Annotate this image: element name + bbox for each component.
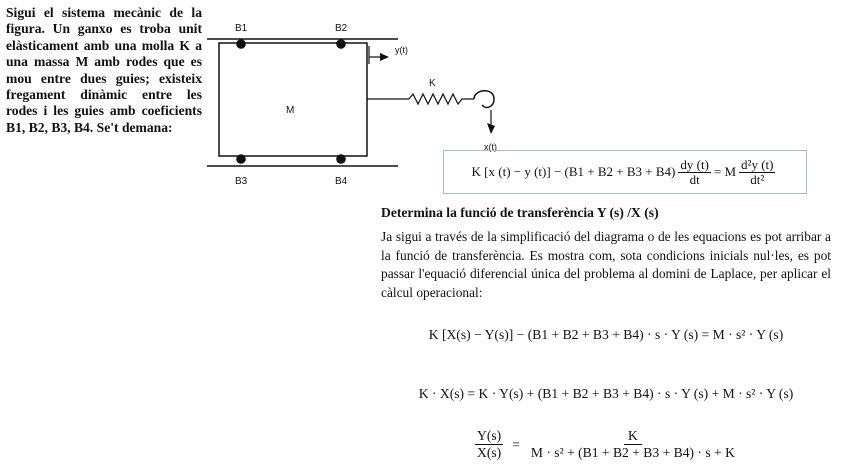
wheel-b3 — [236, 154, 246, 164]
eqbox-term1: K [x (t) − y (t)] − (B1 + B2 + B3 + B4) — [471, 164, 676, 179]
spring-k — [409, 94, 474, 104]
x-arrow-icon — [487, 123, 495, 134]
eqbox-frac1 — [678, 158, 711, 187]
mass-box — [219, 43, 367, 156]
tf-lhs — [475, 428, 503, 461]
eqbox-frac1-den: dt — [689, 171, 700, 187]
laplace-equation-2: K · X(s) = K · Y(s) + (B1 + B2 + B3 + B4) · s · Y (s) + M · s² · Y (s) — [418, 386, 794, 401]
wheel-b4 — [336, 154, 346, 164]
tf-rhs — [529, 428, 737, 461]
tf-lhs-den: X(s) — [477, 445, 502, 460]
label-x: x(t) — [484, 142, 497, 152]
intro-paragraph: Sigui el sistema mecànic de la figura. Un ganxo es troba unit elàsticament amb una molla K a una massa M amb rodes que es mou entre dues guies; existeix fregament dinàmic entre les rodes i les guies amb coeficients B1, B2, B3, B4. Se't demana: — [6, 5, 202, 135]
label-mass: M — [286, 105, 295, 116]
wheel-b2 — [336, 39, 346, 49]
label-b4: B4 — [335, 176, 348, 187]
tf-rhs-den: M · s² + (B1 + B2 + B3 + B4) · s + K — [530, 445, 735, 460]
eqbox-frac2 — [739, 158, 775, 187]
laplace-equation-1: K [X(s) − Y(s)] − (B1 + B2 + B3 + B4) · s · Y (s) = M · s² · Y (s) — [428, 327, 784, 342]
differential-equation-box — [443, 150, 807, 194]
tf-lhs-num: Y(s) — [477, 428, 502, 443]
label-y: y(t) — [395, 45, 408, 55]
section-body: Ja sigui a través de la simplificació del diagrama o de les equacions es pot arribar a la funció de transferència. Es mostra com, sota condicions inicials nul·les, es pot passar l'equació diferencial única del problema al domini de Laplace, per aplicar el càlcul operacional: — [381, 229, 831, 300]
hook-icon — [474, 91, 494, 108]
label-k: K — [429, 78, 436, 89]
eqbox-frac2-den: dt² — [750, 171, 765, 187]
section-heading: Determina la funció de transferència Y (s) /X (s) — [381, 205, 659, 220]
tf-equals: = — [512, 436, 520, 452]
tf-rhs-num: K — [624, 428, 642, 445]
label-b1: B1 — [235, 23, 248, 34]
label-b2: B2 — [335, 23, 348, 34]
label-b3: B3 — [235, 176, 248, 187]
eqbox-frac1-num: dy (t) — [680, 156, 709, 172]
eqbox-frac2-num: d²y (t) — [741, 156, 774, 172]
eqbox-mid: = M — [713, 164, 737, 179]
transfer-function-equation — [381, 428, 831, 461]
wheel-b1 — [236, 39, 246, 49]
y-arrow-icon — [380, 53, 389, 61]
